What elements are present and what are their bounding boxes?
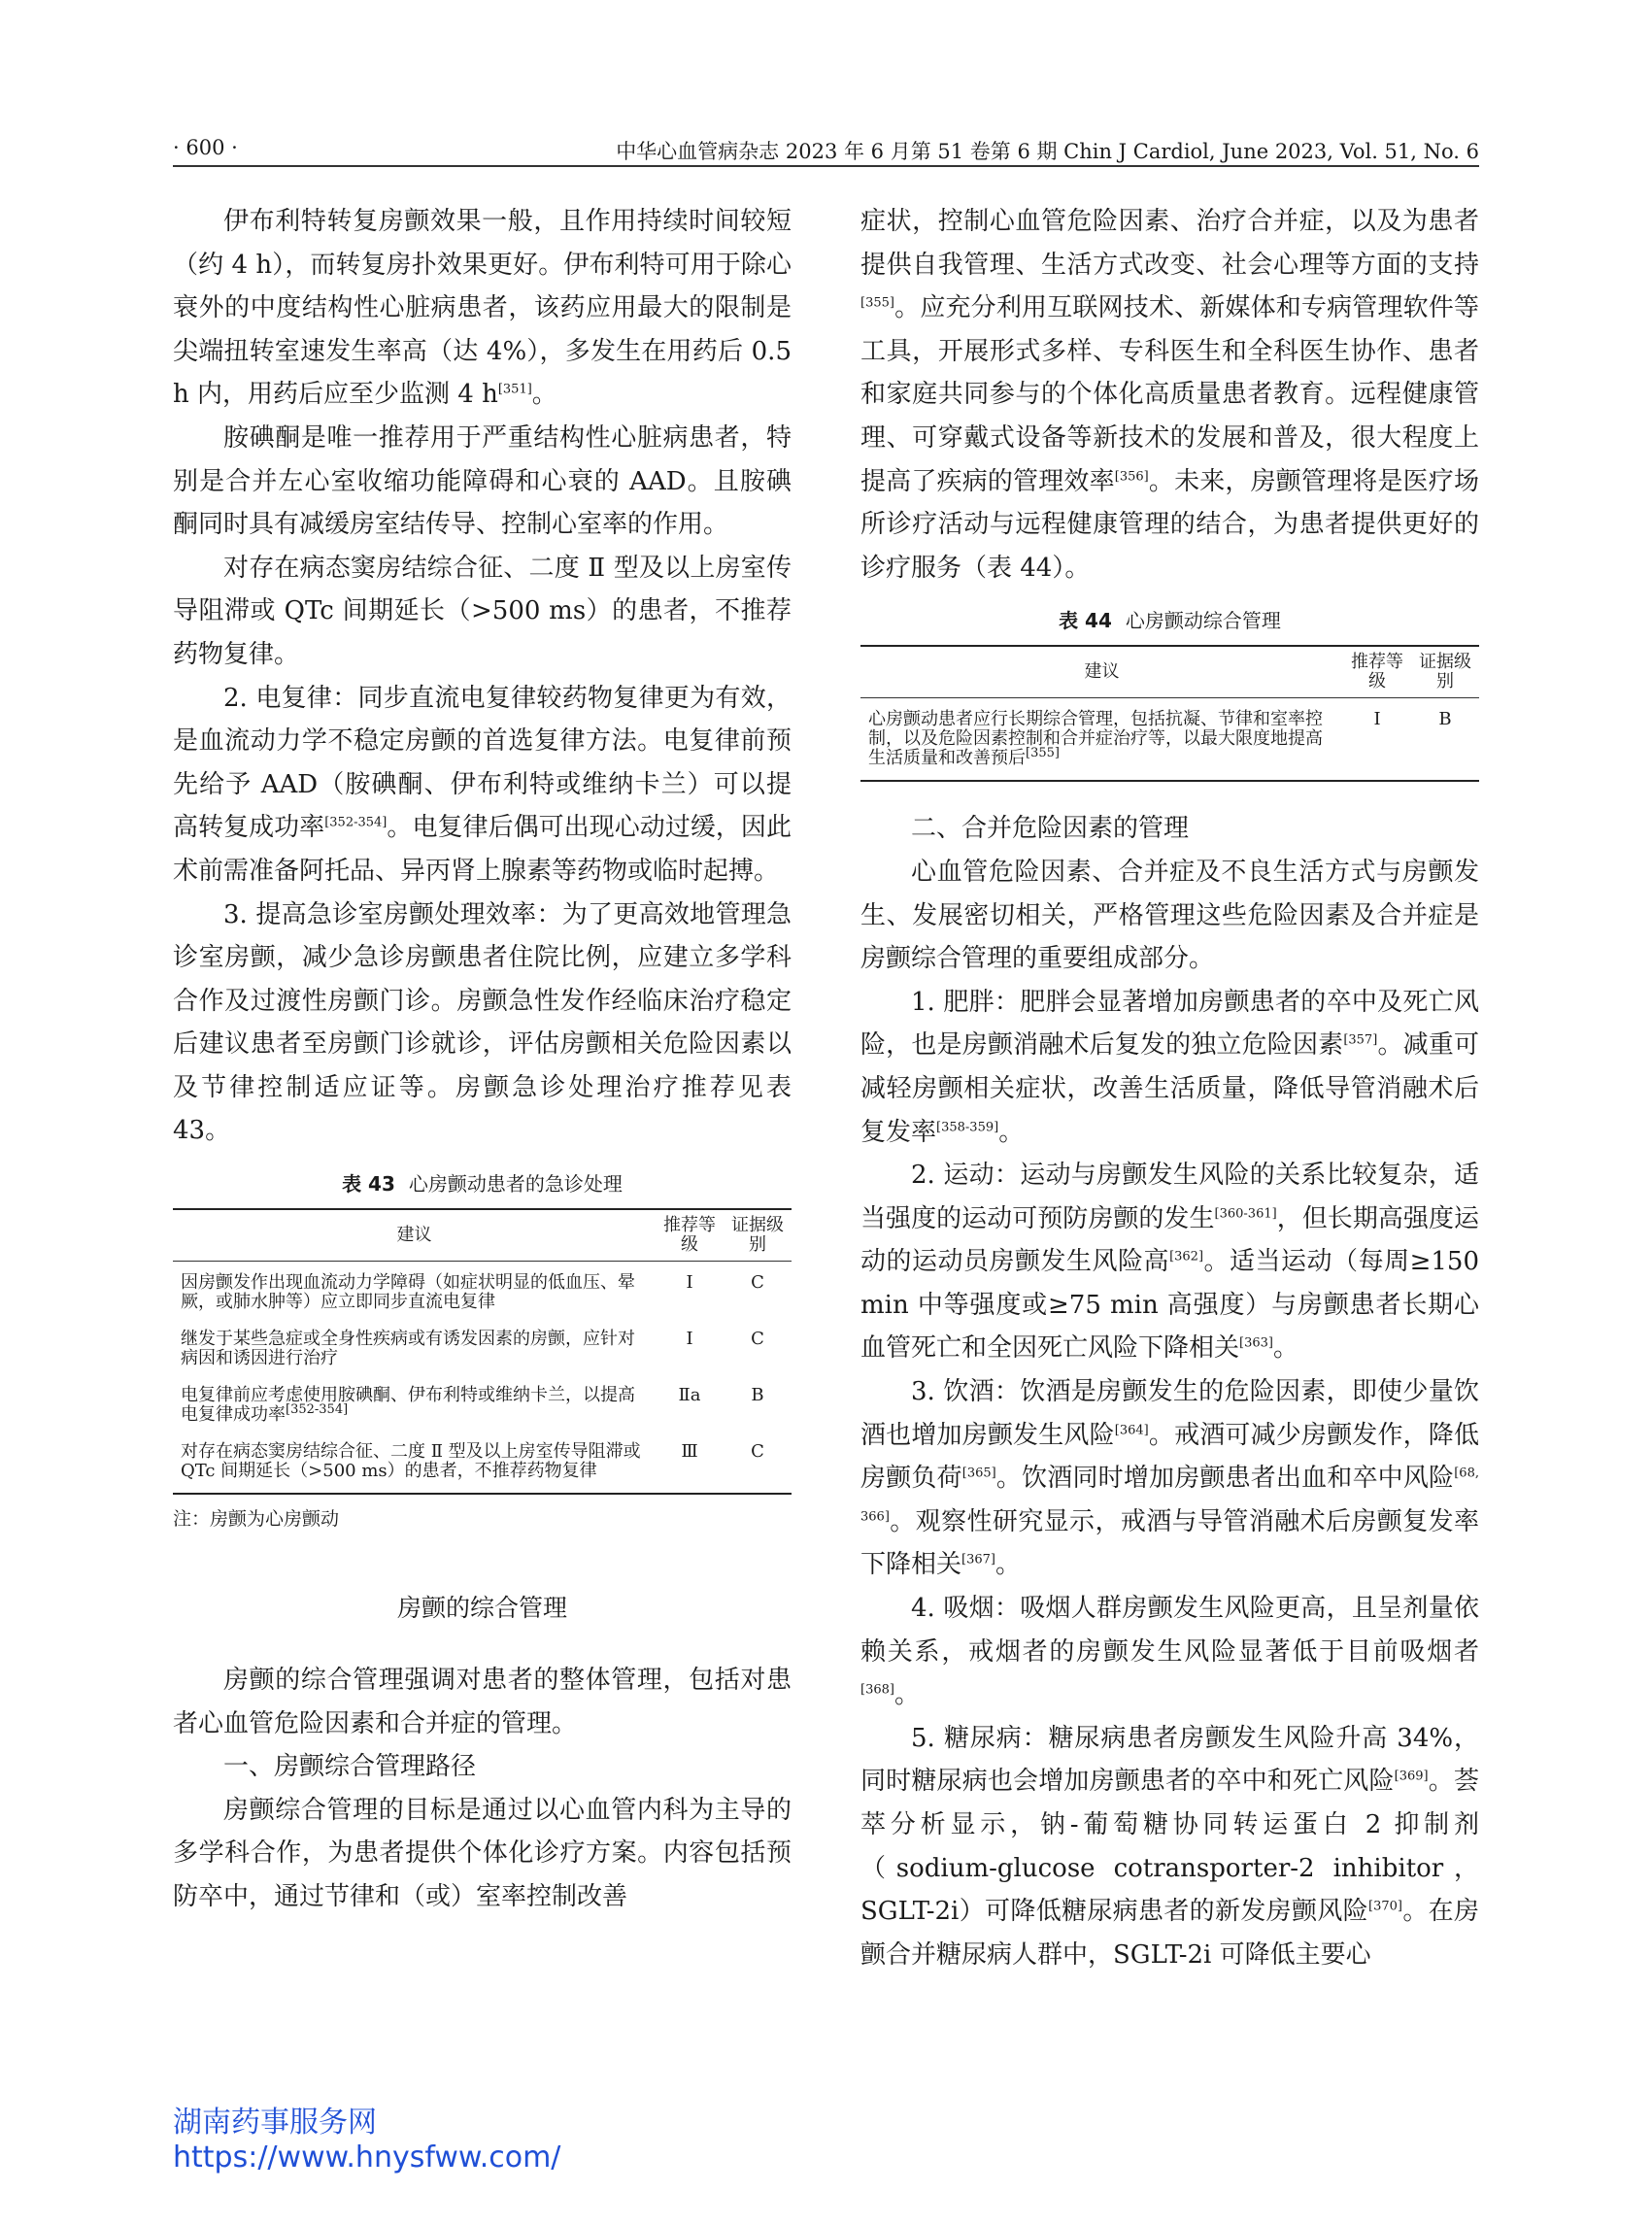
section-heading: 房颤的综合管理 (396, 1594, 567, 1623)
reference-marker[interactable]: [360-361] (1214, 1206, 1277, 1222)
paragraph-risk-intro: 心血管危险因素、合并症及不良生活方式与房颤发生、发展密切相关，严格管理这些危险因素及合并症是房颤综合管理的重要组成部分。 (860, 857, 1479, 974)
subheading-pathway: 一、房颤综合管理路径 (223, 1752, 477, 1782)
recommendation-text: 继发于某些急症或全身性疾病或有诱发因素的房颤，应针对病因和诱因进行治疗 (181, 1329, 635, 1369)
table-44-caption (860, 605, 1479, 633)
paragraph-obesity: 1. 肥胖：肥胖会显著增加房颤患者的卒中及死亡风险，也是房颤消融术后复发的独立危险因素[357]。减重可减轻房颤相关症状，改善生活质量，降低导管消融术后复发率[358-359]。 (860, 987, 1479, 1147)
reference-marker[interactable]: [370] (1368, 1899, 1402, 1914)
table-43 (173, 1208, 792, 1495)
reference-marker[interactable]: [351] (497, 382, 532, 397)
evidence-level: C (724, 1431, 792, 1494)
evidence-level: C (751, 1272, 764, 1294)
recommendation-level: Ⅰ (686, 1272, 693, 1294)
recommendation-text: 心房颤动患者应行长期综合管理，包括抗凝、节律和室率控制，以及危险因素控制和合并症治疗等，以最大限度地提高生活质量和改善预后[355] (860, 698, 1343, 782)
evidence-level: C (751, 1329, 764, 1350)
table-title: 心房颤动患者的急诊处理 (408, 1172, 623, 1197)
reference-marker[interactable]: [358-359] (936, 1119, 999, 1134)
reference-marker[interactable]: [365] (961, 1466, 996, 1481)
recommendation-level: Ⅲ (656, 1431, 724, 1494)
reference-marker[interactable]: [356] (1114, 468, 1149, 484)
running-header (173, 132, 1479, 167)
right-column (860, 200, 1479, 1976)
column-header-evidence: 证据级别 (1411, 646, 1479, 698)
reference-marker[interactable]: [352-354] (286, 1402, 349, 1418)
table-row (173, 1374, 792, 1431)
paragraph-smoking: 4. 吸烟：吸烟人群房颤发生风险更高，且呈剂量依赖关系，戒烟者的房颤发生风险显著低于目前吸烟者[368]。 (860, 1594, 1479, 1710)
reference-marker[interactable]: [352-354] (324, 815, 388, 830)
table-44 (860, 645, 1479, 782)
paragraph-alcohol: 3. 饮酒：饮酒是房颤发生的危险因素，即使少量饮酒也增加房颤发生风险[364]。戒酒可减少房颤发作，降低房颤负荷[365]。饮酒同时增加房颤患者出血和卒中风险[68, 366]。观察性研究显示，戒酒与导管消融术后房颤复发率下降相关[367]。 (860, 1377, 1479, 1580)
paragraph-diabetes: 5. 糖尿病：糖尿病患者房颤发生风险升高 34%，同时糖尿病也会增加房颤患者的卒中和死亡风险[369]。荟萃分析显示，钠-葡萄糖协同转运蛋白 2 抑制剂（sodium-glucose cotransporter-2 inhibitor，SGLT-2i）可降低糖尿病患者的新发房颤风险[370]。在房颤合并糖尿病人群中，SGLT-2i 可降低主要心 (860, 1723, 1479, 1970)
table-label: 表 44 (1059, 609, 1112, 633)
page-number: · 600 · (173, 136, 238, 159)
recommendation-level: Ⅱa (678, 1385, 701, 1406)
paragraph-contraindication: 对存在病态窦房结综合征、二度 Ⅱ 型及以上房室传导阻滞或 QTc 间期延长（>500 ms）的患者，不推荐药物复律。 (173, 553, 792, 669)
reference-marker[interactable]: [369] (1394, 1769, 1429, 1784)
reference-marker[interactable]: [362] (1169, 1249, 1204, 1264)
recommendation-level: Ⅰ (686, 1329, 693, 1350)
reference-marker[interactable]: [68, 366] (860, 1466, 1479, 1525)
table-row (173, 1318, 792, 1374)
table-row (173, 1262, 792, 1319)
paragraph-amiodarone: 胺碘酮是唯一推荐用于严重结构性心脏病患者，特别是合并左心室收缩功能障碍和心衰的 AAD。且胺碘酮同时具有减缓房室结传导、控制心室率的作用。 (173, 422, 792, 540)
column-header-evidence: 证据级别 (724, 1209, 792, 1262)
table-title: 心房颤动综合管理 (1125, 609, 1281, 633)
column-header-recommendation: 建议 (860, 646, 1343, 698)
subheading-risk-factors: 二、合并危险因素的管理 (911, 814, 1190, 844)
reference-marker[interactable]: [355] (860, 295, 894, 311)
column-header-recommendation: 建议 (173, 1209, 656, 1262)
reference-marker[interactable]: [364] (1114, 1423, 1149, 1437)
paragraph-exercise: 2. 运动：运动与房颤发生风险的关系比较复杂，适当强度的运动可预防房颤的发生[360-361]，但长期高强度运动的运动员房颤发生风险高[362]。适当运动（每周≥150 min 中等强度或≥75 min 高强度）与房颤患者长期心血管死亡和全因死亡风险下降相关[363]。 (860, 1161, 1479, 1364)
watermark (173, 2106, 560, 2175)
left-column (173, 200, 792, 1919)
paragraph-ibutilide: 伊布利特转复房颤效果一般，且作用持续时间较短（约 4 h），而转复房扑效果更好。伊布利特可用于除心衰外的中度结构性心脏病患者，该药应用最大的限制是尖端扭转室速发生率高（达 4%），多发生在用药后 0.5 h 内，用药后应至少监测 4 h[351]。 (173, 207, 792, 410)
paragraph-cardioversion: 2. 电复律：同步直流电复律较药物复律更为有效，是血流动力学不稳定房颤的首选复律方法。电复律前预先给予 AAD（胺碘酮、伊布利特或维纳卡兰）可以提高转复成功率[352-354]。电复律后偶可出现心动过缓，因此术前需准备阿托品、异丙肾上腺素等药物或临时起搏。 (173, 683, 792, 886)
recommendation-text: 对存在病态窦房结综合征、二度 Ⅱ 型及以上房室传导阻滞或 QTc 间期延长（>500 ms）的患者，不推荐药物复律 (173, 1431, 656, 1494)
column-header-level: 推荐等级 (1343, 646, 1411, 698)
watermark-url[interactable]: https://www.hnysfww.com/ (173, 2141, 561, 2174)
paragraph-pathway: 房颤综合管理的目标是通过以心血管内科为主导的多学科合作，为患者提供个体化诊疗方案。内容包括预防卒中，通过节律和（或）室率控制改善 (173, 1795, 792, 1912)
column-header-level: 推荐等级 (656, 1209, 724, 1262)
paragraph-pathway-continued: 症状，控制心血管危险因素、治疗合并症，以及为患者提供自我管理、生活方式改变、社会心理等方面的支持[355]。应充分利用互联网技术、新媒体和专病管理软件等工具，开展形式多样、专科医生和全科医生协作、患者和家庭共同参与的个体化高质量患者教育。远程健康管理、可穿戴式设备等新技术的发展和普及，很大程度上提高了疾病的管理效率[356]。未来，房颤管理将是医疗场所诊疗活动与远程健康管理的结合，为患者提供更好的诊疗服务（表 44）。 (860, 207, 1479, 583)
evidence-level: B (1411, 698, 1479, 782)
table-row (860, 698, 1479, 782)
evidence-level: B (751, 1385, 764, 1406)
recommendation-level: Ⅰ (1343, 698, 1411, 782)
reference-marker[interactable]: [367] (961, 1552, 995, 1568)
reference-marker[interactable]: [357] (1343, 1032, 1378, 1048)
table-row (173, 1431, 792, 1494)
reference-marker[interactable]: [355] (1026, 746, 1060, 761)
table-43-caption (173, 1168, 792, 1197)
watermark-site-name: 湖南药事服务网 (173, 2106, 377, 2140)
reference-marker[interactable]: [363] (1239, 1335, 1273, 1351)
journal-citation: 中华心血管病杂志 2023 年 6 月第 51 卷第 6 期 Chin J Cardiol, June 2023, Vol. 51, No. 6 (616, 140, 1479, 163)
paragraph-integrated-intro: 房颤的综合管理强调对患者的整体管理，包括对患者心血管危险因素和合并症的管理。 (173, 1666, 792, 1738)
table-label: 表 43 (342, 1172, 395, 1197)
recommendation-text: 因房颤发作出现血流动力学障碍（如症状明显的低血压、晕厥，或肺水肿等）应立即同步直流电复律 (181, 1272, 635, 1313)
paragraph-emergency-efficiency: 3. 提高急诊室房颤处理效率：为了更高效地管理急诊室房颤，减少急诊房颤患者住院比例，应建立多学科合作及过渡性房颤门诊。房颤急性发作经临床治疗稳定后建议患者至房颤门诊就诊，评估房颤相关危险因素以及节律控制适应证等。房颤急诊处理治疗推荐见表 43。 (173, 899, 792, 1146)
reference-marker[interactable]: [368] (860, 1682, 894, 1698)
table-note: 注：房颤为心房颤动 (173, 1508, 340, 1531)
recommendation-text: 电复律前应考虑使用胺碘酮、伊布利特或维纳卡兰，以提高电复律成功率[352-354] (181, 1385, 635, 1426)
